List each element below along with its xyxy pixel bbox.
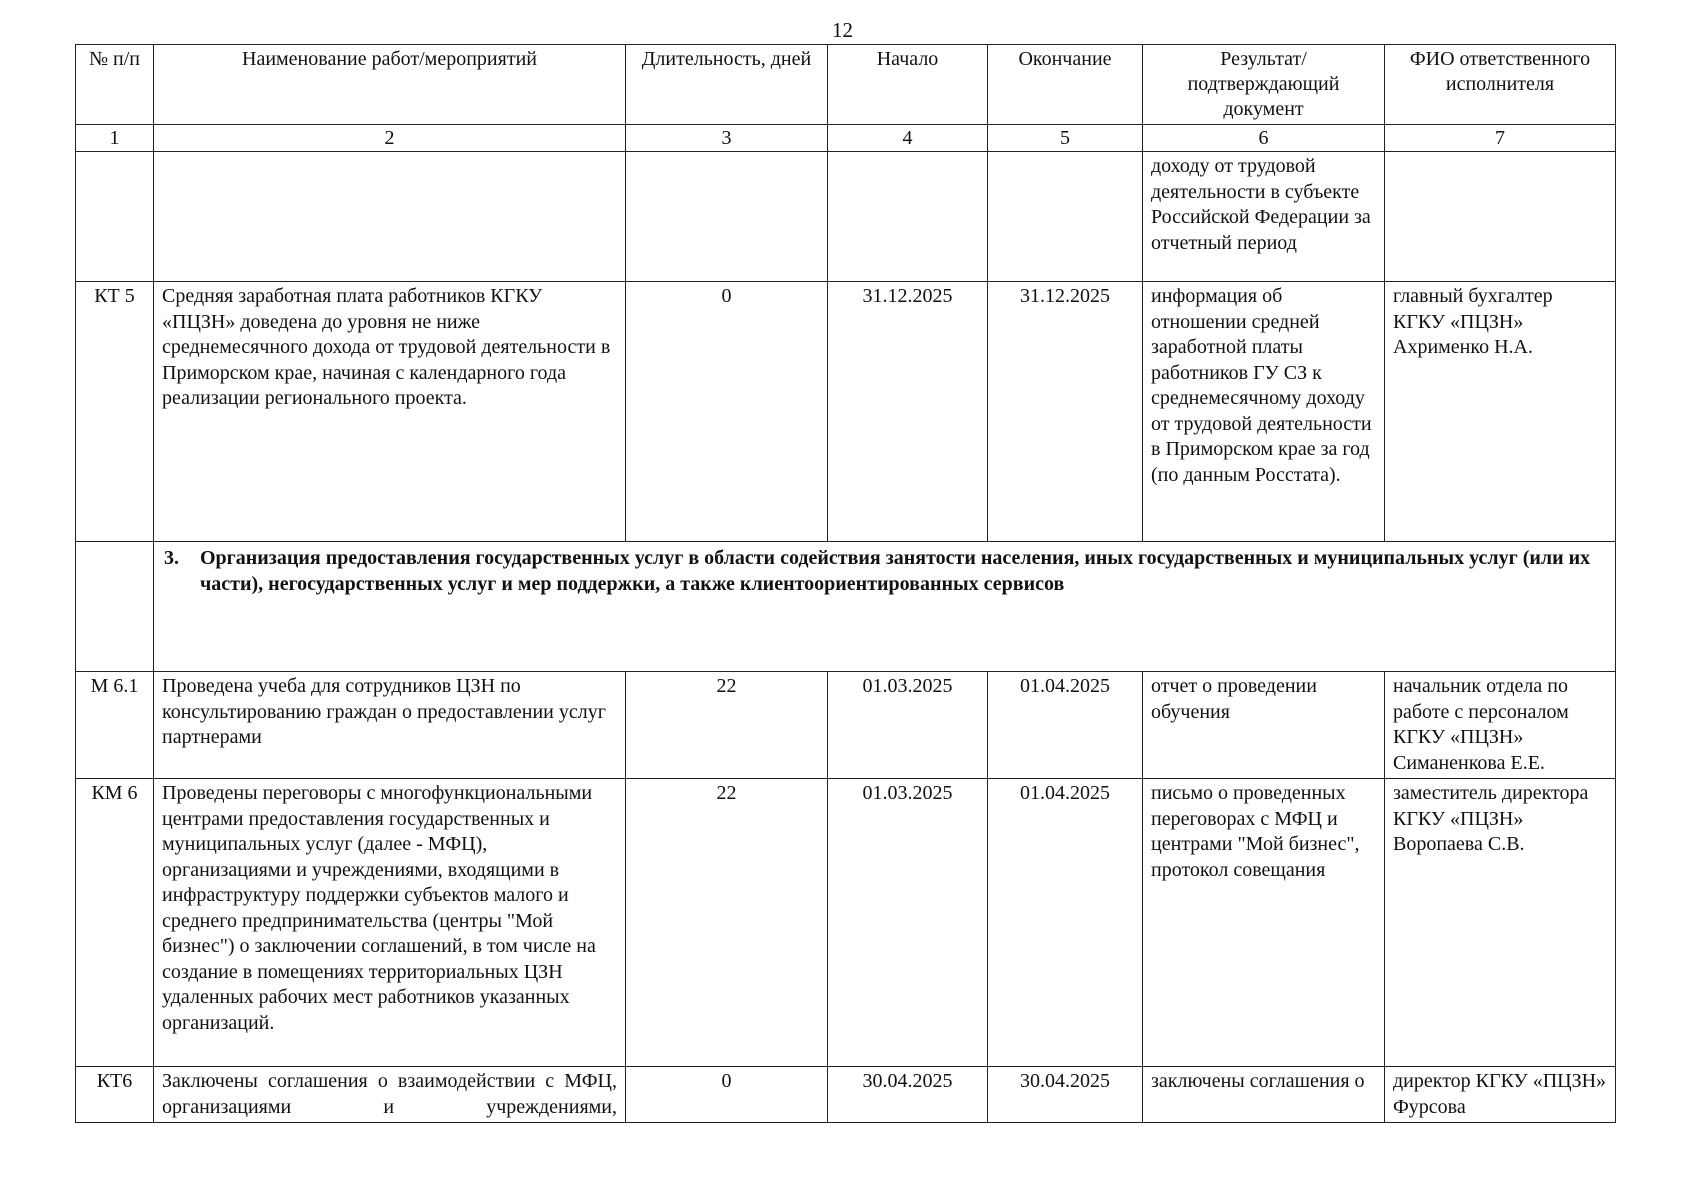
section-row	[76, 542, 1616, 672]
column-number: 1	[76, 125, 154, 152]
section-num-cell	[76, 542, 154, 672]
row-end	[988, 152, 1143, 282]
row-start: 31.12.2025	[828, 282, 988, 542]
row-duration: 22	[626, 672, 828, 779]
header-start: Начало	[828, 45, 988, 125]
table-row	[76, 779, 1616, 1067]
row-responsible: директор КГКУ «ПЦЗН» Фурсова	[1385, 1067, 1616, 1123]
row-duration: 0	[626, 282, 828, 542]
header-num: № п/п	[76, 45, 154, 125]
header-responsible: ФИО ответственного исполнителя	[1385, 45, 1616, 125]
row-name	[154, 152, 626, 282]
row-result: доходу от трудовой деятельности в субъекте Российской Федерации за отчетный период	[1143, 152, 1385, 282]
row-num: М 6.1	[76, 672, 154, 779]
column-number: 3	[626, 125, 828, 152]
table-row	[76, 672, 1616, 779]
row-num: КТ6	[76, 1067, 154, 1123]
row-name: Проведена учеба для сотрудников ЦЗН по консультированию граждан о предоставлении услуг партнерами	[154, 672, 626, 779]
row-result: информация об отношении средней заработной платы работников ГУ СЗ к среднемесячному доходу от трудовой деятельности в Приморском крае за год (по данным Росстата).	[1143, 282, 1385, 542]
row-start: 30.04.2025	[828, 1067, 988, 1123]
row-num	[76, 152, 154, 282]
row-num: КТ 5	[76, 282, 154, 542]
column-number: 4	[828, 125, 988, 152]
column-number: 7	[1385, 125, 1616, 152]
row-result: письмо о проведенных переговорах с МФЦ и центрами "Мой бизнес", протокол совещания	[1143, 779, 1385, 1067]
row-num: КМ 6	[76, 779, 154, 1067]
column-number: 5	[988, 125, 1143, 152]
header-row	[76, 45, 1616, 125]
table-row	[76, 1067, 1616, 1123]
section-title: Организация предоставления государственных услуг в области содействия занятости населения, иных государственных и муниципальных услуг (или их части), негосударственных услуг и мер поддержки, а также клиентоориентированных сервисов	[200, 547, 1591, 595]
header-duration: Длительность, дней	[626, 45, 828, 125]
row-responsible: начальник отдела по работе с персоналом КГКУ «ПЦЗН» Симаненкова Е.Е.	[1385, 672, 1616, 779]
row-duration	[626, 152, 828, 282]
row-start: 01.03.2025	[828, 779, 988, 1067]
section-heading	[154, 542, 1616, 672]
column-number: 6	[1143, 125, 1385, 152]
row-responsible: главный бухгалтер КГКУ «ПЦЗН» Ахрименко Н.А.	[1385, 282, 1616, 542]
table-row	[76, 282, 1616, 542]
table-row-continued	[76, 152, 1616, 282]
activities-table	[75, 44, 1616, 1123]
header-result: Результат/ подтверждающий документ	[1143, 45, 1385, 125]
header-name: Наименование работ/мероприятий	[154, 45, 626, 125]
row-end: 30.04.2025	[988, 1067, 1143, 1123]
row-duration: 22	[626, 779, 828, 1067]
section-number: 3.	[164, 547, 179, 569]
row-start: 01.03.2025	[828, 672, 988, 779]
row-name: Заключены соглашения о взаимодействии с МФЦ, организациями и учреждениями,	[154, 1067, 626, 1123]
header-end: Окончание	[988, 45, 1143, 125]
row-responsible	[1385, 152, 1616, 282]
row-end: 01.04.2025	[988, 672, 1143, 779]
row-start	[828, 152, 988, 282]
row-name: Средняя заработная плата работников КГКУ «ПЦЗН» доведена до уровня не ниже среднемесячного дохода от трудовой деятельности в Приморском крае, начиная с календарного года реализации регионального проекта.	[154, 282, 626, 542]
row-result: отчет о проведении обучения	[1143, 672, 1385, 779]
row-end: 01.04.2025	[988, 779, 1143, 1067]
column-number-row	[76, 125, 1616, 152]
column-number: 2	[154, 125, 626, 152]
row-responsible: заместитель директора КГКУ «ПЦЗН» Воропаева С.В.	[1385, 779, 1616, 1067]
row-name: Проведены переговоры с многофункциональными центрами предоставления государственных и муниципальных услуг (далее - МФЦ), организациями и учреждениями, входящими в инфраструктуру поддержки субъектов малого и среднего предпринимательства (центры "Мой бизнес") о заключении соглашений, в том числе на создание в помещениях территориальных ЦЗН удаленных рабочих мест работников указанных организаций.	[154, 779, 626, 1067]
row-result: заключены соглашения о	[1143, 1067, 1385, 1123]
row-duration: 0	[626, 1067, 828, 1123]
row-end: 31.12.2025	[988, 282, 1143, 542]
page-number: 12	[832, 18, 853, 42]
